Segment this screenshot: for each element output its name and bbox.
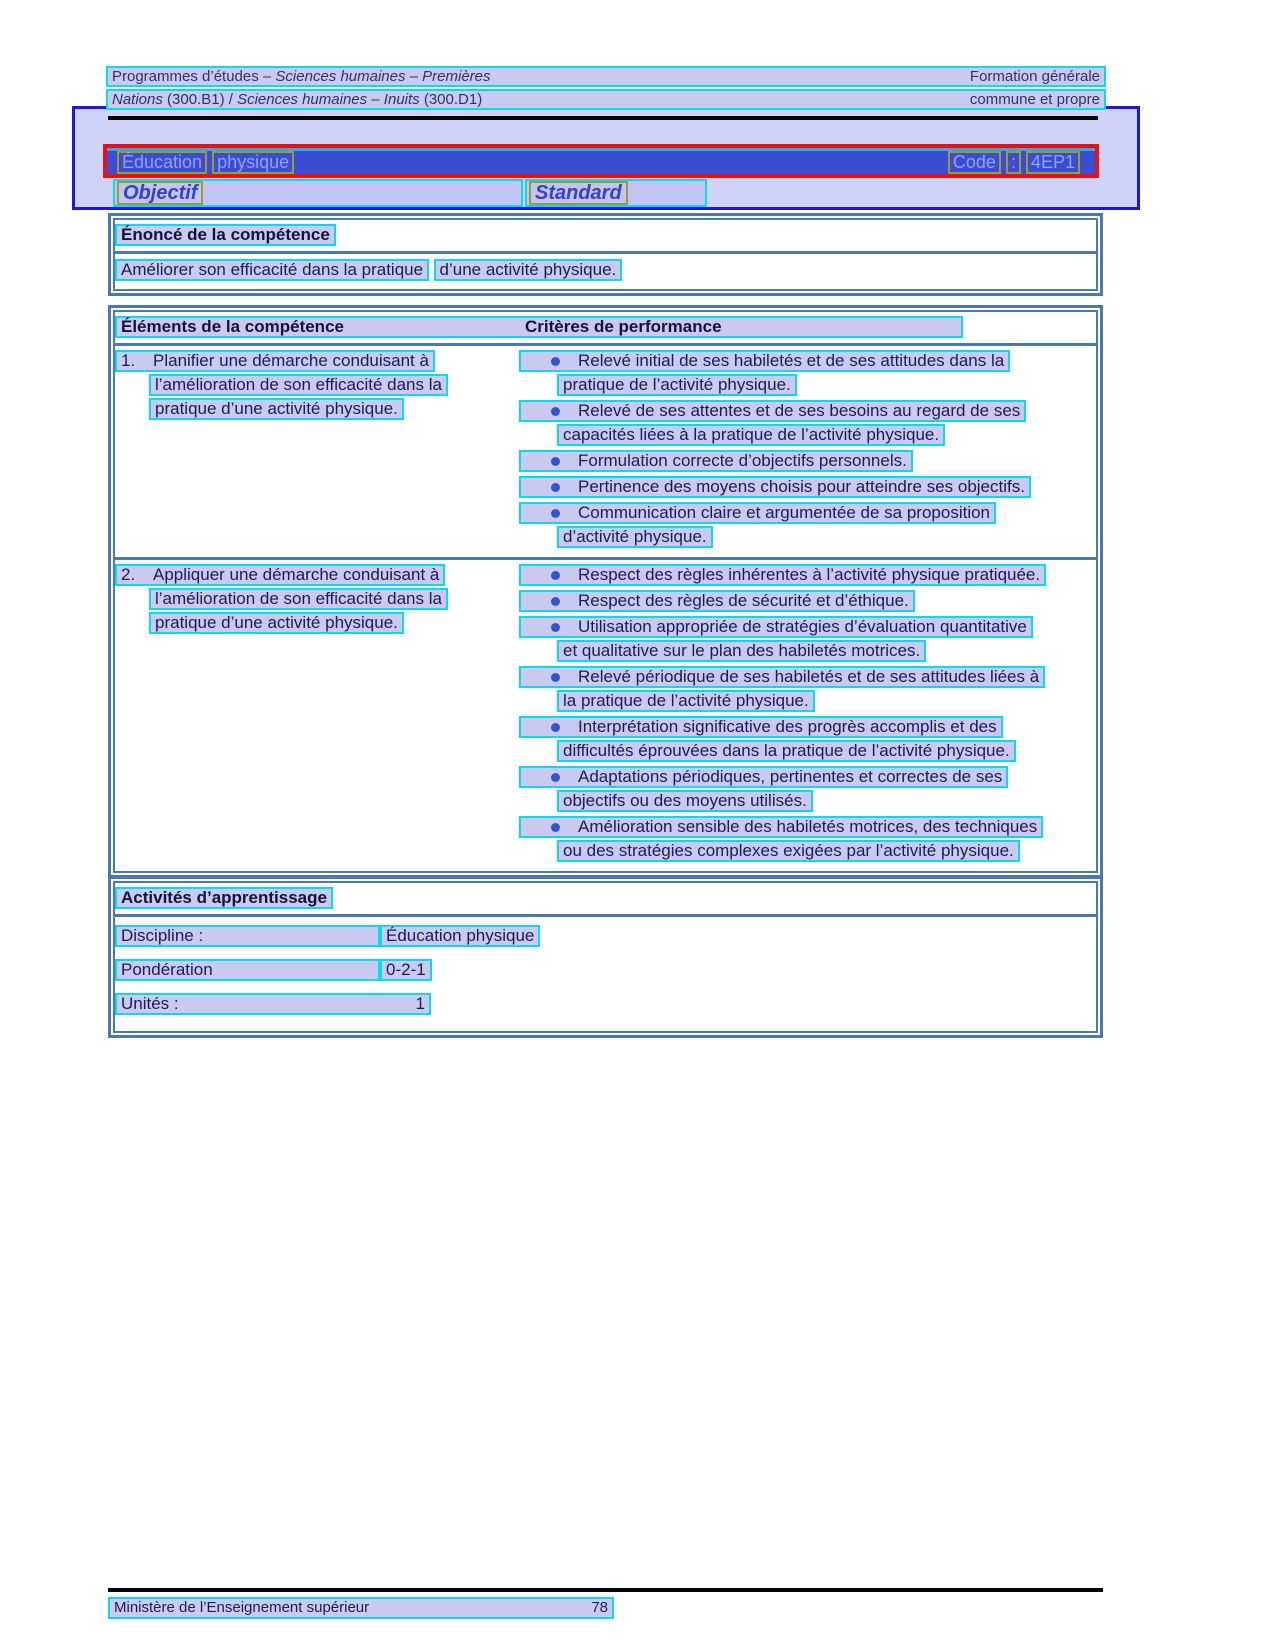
header-rule xyxy=(108,116,1098,120)
header-left-2 xyxy=(112,91,482,109)
bullet-icon xyxy=(551,673,560,682)
objectif-heading-box xyxy=(113,179,523,207)
discipline-value: Éducation physique xyxy=(380,925,540,947)
standard-heading: Standard xyxy=(529,181,628,205)
discipline-row xyxy=(115,925,1096,949)
standard-heading-box xyxy=(525,179,707,207)
criterion-line xyxy=(519,616,1033,638)
criterion xyxy=(519,666,1096,712)
enonce-table xyxy=(108,213,1103,296)
bullet-icon xyxy=(551,457,560,466)
bullet-icon xyxy=(551,723,560,732)
criterion-line xyxy=(519,564,1046,586)
bullet-icon xyxy=(551,623,560,632)
criterion-line: et qualitative sur le plan des habiletés motrices. xyxy=(557,640,926,662)
bullet-icon xyxy=(551,597,560,606)
top-annotation-box xyxy=(72,106,1140,210)
enonce-header-row xyxy=(115,220,1096,254)
element-line: pratique d’une activité physique. xyxy=(149,612,404,634)
criterion xyxy=(519,716,1096,762)
criterion-text: Relevé de ses attentes et de ses besoins au regard de ses xyxy=(578,401,1021,420)
element-line: pratique d’une activité physique. xyxy=(149,398,404,420)
activities-table xyxy=(108,876,1103,1038)
criterion-line xyxy=(519,400,1026,422)
criterion-line xyxy=(519,766,1008,788)
discipline-label: Discipline : xyxy=(115,925,380,947)
criterion-text: Relevé périodique de ses habiletés et de ses attitudes liées à xyxy=(578,667,1040,686)
competence-row-1 xyxy=(115,346,1096,560)
unites-value: 1 xyxy=(415,994,425,1013)
page-number: 78 xyxy=(591,1599,608,1616)
criterion-text: Relevé initial de ses habiletés et de ses attitudes dans la xyxy=(578,351,1005,370)
activities-table-inner xyxy=(113,881,1098,1033)
course-code xyxy=(948,151,1085,174)
enonce-text-line: d’une activité physique. xyxy=(434,259,623,281)
criterion-line xyxy=(519,502,996,524)
enonce-title: Énoncé de la compétence xyxy=(115,224,336,246)
criterion-line xyxy=(519,450,913,472)
activities-title: Activités d’apprentissage xyxy=(115,887,333,909)
element-line: l’amélioration de son efficacité dans la xyxy=(149,588,448,610)
code-colon: : xyxy=(1006,151,1021,174)
criterion-text: Formulation correcte d’objectifs personnels. xyxy=(578,451,907,470)
criterion xyxy=(519,502,1096,548)
criterion-line: la pratique de l’activité physique. xyxy=(557,690,815,712)
header-right-1: Formation générale xyxy=(969,67,1100,85)
criterion xyxy=(519,766,1096,812)
criterion-line xyxy=(519,590,915,612)
criterion-text: Pertinence des moyens choisis pour atteindre ses objectifs. xyxy=(578,477,1025,496)
criterion xyxy=(519,816,1096,862)
criterion-line: capacités liées à la pratique de l’activité physique. xyxy=(557,424,945,446)
criterion-text: Communication claire et argumentée de sa proposition xyxy=(578,503,991,522)
criterion xyxy=(519,590,1096,612)
competence-row-2 xyxy=(115,560,1096,871)
activities-body xyxy=(115,917,1096,1031)
header-text: (300.D1) xyxy=(419,90,483,108)
criterion-text: Respect des règles de sécurité et d’éthique. xyxy=(578,591,909,610)
element-line: l’amélioration de son efficacité dans la xyxy=(149,374,448,396)
ponderation-row xyxy=(115,959,1096,983)
criterion-text: Adaptations périodiques, pertinentes et correctes de ses xyxy=(578,767,1003,786)
criterion-text: Respect des règles inhérentes à l’activité physique pratiquée. xyxy=(578,565,1041,584)
criterion xyxy=(519,400,1096,446)
criteria-list-2 xyxy=(519,564,1096,866)
page-header xyxy=(106,66,1106,112)
header-right-2: commune et propre xyxy=(969,90,1100,108)
header-text: (300.B1) / xyxy=(162,90,238,108)
footer-rule xyxy=(108,1588,1103,1592)
criterion-line xyxy=(519,716,1003,738)
criterion-line: d’activité physique. xyxy=(557,526,713,548)
header-text-italic: Sciences humaines – Inuits xyxy=(237,90,420,108)
bullet-icon xyxy=(551,407,560,416)
criterion-line xyxy=(519,816,1043,838)
elements-header: Éléments de la compétence xyxy=(121,317,344,336)
criterion-line xyxy=(519,476,1031,498)
element-item-2 xyxy=(115,564,519,866)
banner-title-word: Éducation xyxy=(117,151,207,174)
code-label: Code xyxy=(948,151,1001,174)
header-text: Programmes d’études – xyxy=(112,67,276,85)
enonce-text-line: Améliorer son efficacité dans la pratique xyxy=(115,259,429,281)
criterion-line xyxy=(519,666,1045,688)
criterion xyxy=(519,450,1096,472)
element-text: Appliquer une démarche conduisant à xyxy=(153,565,440,584)
competence-table-inner xyxy=(113,310,1098,873)
element-item-1 xyxy=(115,350,519,552)
criterion xyxy=(519,350,1096,396)
element-line xyxy=(115,350,435,372)
objectif-standard-row xyxy=(113,179,707,207)
code-value: 4EP1 xyxy=(1026,151,1080,174)
footer-text: Ministère de l’Enseignement supérieur xyxy=(114,1599,370,1616)
criterion-line: objectifs ou des moyens utilisés. xyxy=(557,790,813,812)
criterion-line: pratique de l’activité physique. xyxy=(557,374,797,396)
banner-title-word: physique xyxy=(212,151,294,174)
bullet-icon xyxy=(551,571,560,580)
criterion-text: Interprétation significative des progrès accomplis et des xyxy=(578,717,997,736)
enonce-table-inner xyxy=(113,218,1098,291)
element-text: Planifier une démarche conduisant à xyxy=(153,351,429,370)
criterion xyxy=(519,564,1096,586)
activities-header-row xyxy=(115,883,1096,917)
course-banner xyxy=(107,148,1095,174)
bullet-icon xyxy=(551,823,560,832)
criterion-text: Amélioration sensible des habiletés motrices, des techniques xyxy=(578,817,1038,836)
bullet-icon xyxy=(551,509,560,518)
header-line-2 xyxy=(106,89,1106,110)
ponderation-label: Pondération xyxy=(115,959,380,981)
footer-box xyxy=(108,1597,614,1619)
unites-row xyxy=(115,993,1096,1017)
element-number: 2. xyxy=(121,565,136,584)
competence-header-row xyxy=(115,312,1096,346)
element-line xyxy=(115,564,445,586)
header-text-italic: Sciences humaines – Premières xyxy=(275,67,491,85)
competence-headers xyxy=(115,316,963,338)
criterion xyxy=(519,476,1096,498)
criteres-header: Critères de performance xyxy=(525,317,722,336)
ponderation-value: 0-2-1 xyxy=(380,959,432,981)
competence-table xyxy=(108,305,1103,878)
unites-label: Unités : xyxy=(121,994,179,1013)
header-left-1 xyxy=(112,68,491,86)
criterion-text: Utilisation appropriée de stratégies d’évaluation quantitative xyxy=(578,617,1027,636)
criterion-line xyxy=(519,350,1010,372)
criterion xyxy=(519,616,1096,662)
criterion-line: ou des stratégies complexes exigées par l’activité physique. xyxy=(557,840,1020,862)
header-line-1 xyxy=(106,66,1106,87)
bullet-icon xyxy=(551,357,560,366)
red-annotation-rectangle xyxy=(103,144,1099,178)
bullet-icon xyxy=(551,483,560,492)
criterion-line: difficultés éprouvées dans la pratique de l’activité physique. xyxy=(557,740,1016,762)
objectif-heading: Objectif xyxy=(117,181,203,205)
page-footer xyxy=(108,1588,1103,1621)
criteria-list-1 xyxy=(519,350,1096,552)
bullet-icon xyxy=(551,773,560,782)
enonce-body xyxy=(115,254,1096,289)
unites-box xyxy=(115,993,431,1015)
header-text-italic: Nations xyxy=(112,90,163,108)
element-number: 1. xyxy=(121,351,136,370)
